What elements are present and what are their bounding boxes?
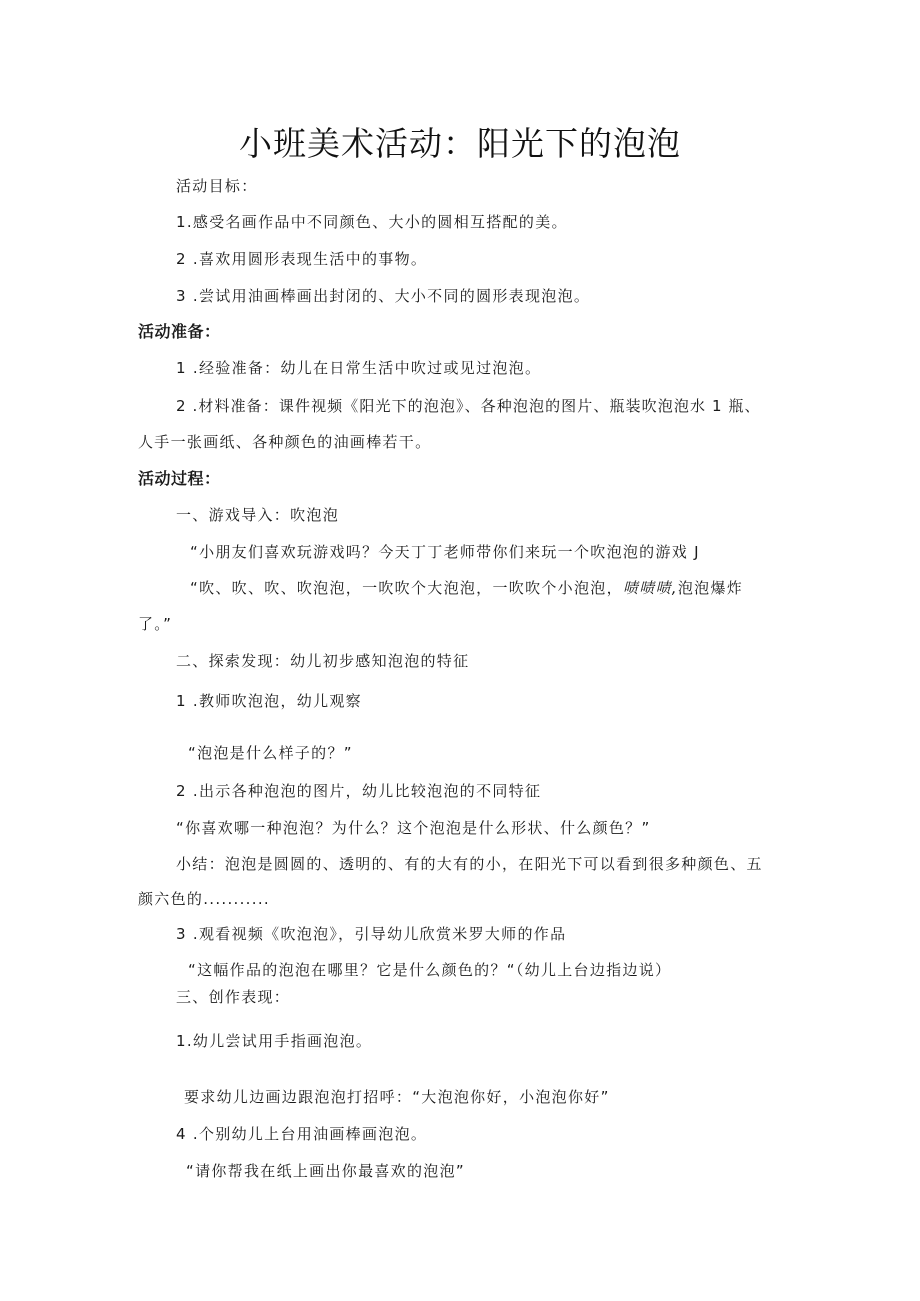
section3-quote: “请你帮我在纸上画出你最喜欢的泡泡”	[186, 1162, 465, 1180]
section1-quote-2-part2: 泡泡爆炸	[677, 579, 744, 597]
section1-quote-2-italic: 啧啧啧,	[622, 579, 678, 597]
section2-quote-2: “你喜欢哪一种泡泡？为什么？这个泡泡是什么形状、什么颜色？”	[176, 819, 651, 837]
section2-summary-line1: 小结：泡泡是圆圆的、透明的、有的大有的小，在阳光下可以看到很多种颜色、五	[176, 855, 763, 873]
goal-item-1: 1.感受名画作品中不同颜色、大小的圆相互搭配的美。	[176, 213, 568, 231]
preparation-item-1: 1 .经验准备：幼儿在日常生活中吹过或见过泡泡。	[176, 359, 542, 377]
section2-step-2: 2 .出示各种泡泡的图片，幼儿比较泡泡的不同特征	[176, 782, 542, 800]
section3-step-4: 4 .个别幼儿上台用油画棒画泡泡。	[176, 1125, 428, 1143]
section1-quote-2-part1: “吹、吹、吹、吹泡泡，一吹吹个大泡泡，一吹吹个小泡泡，	[190, 579, 623, 597]
preparation-item-2-line2: 人手一张画纸、各种颜色的油画棒若干。	[138, 433, 432, 451]
preparation-heading: 活动准备：	[138, 322, 221, 341]
section3-heading: 三、创作表现：	[176, 988, 291, 1006]
goals-heading: 活动目标：	[176, 177, 258, 195]
section2-step-3: 3 .观看视频《吹泡泡》，引导幼儿欣赏米罗大师的作品	[176, 925, 567, 943]
section2-heading: 二、探索发现：幼儿初步感知泡泡的特征	[176, 652, 470, 670]
section2-summary-line2: 颜六色的...........	[138, 890, 270, 908]
page-title: 小班美术活动：阳光下的泡泡	[239, 124, 681, 163]
section3-requirement: 要求幼儿边画边跟泡泡打招呼：“大泡泡你好，小泡泡你好”	[184, 1088, 610, 1106]
preparation-item-2-line1: 2 .材料准备：课件视频《阳光下的泡泡》、各种泡泡的图片、瓶装吹泡泡水 1 瓶、	[176, 397, 761, 415]
section2-quote-3: “这幅作品的泡泡在哪里？它是什么颜色的？“（幼儿上台边指边说）	[188, 961, 672, 979]
section2-quote-1: “泡泡是什么样子的？”	[188, 744, 353, 762]
section1-quote-2-line2: 了。”	[138, 615, 173, 633]
section1-heading: 一、游戏导入：吹泡泡	[176, 506, 340, 524]
goal-item-2: 2 .喜欢用圆形表现生活中的事物。	[176, 250, 428, 268]
section1-quote-2-line1	[190, 578, 743, 598]
process-heading: 活动过程：	[138, 469, 221, 488]
section2-step-1: 1 .教师吹泡泡，幼儿观察	[176, 692, 362, 710]
section3-step-1: 1.幼儿尝试用手指画泡泡。	[176, 1032, 373, 1050]
section1-quote-1: “小朋友们喜欢玩游戏吗？今天丁丁老师带你们来玩一个吹泡泡的游戏 J	[190, 543, 700, 561]
goal-item-3: 3 .尝试用油画棒画出封闭的、大小不同的圆形表现泡泡。	[176, 287, 591, 305]
